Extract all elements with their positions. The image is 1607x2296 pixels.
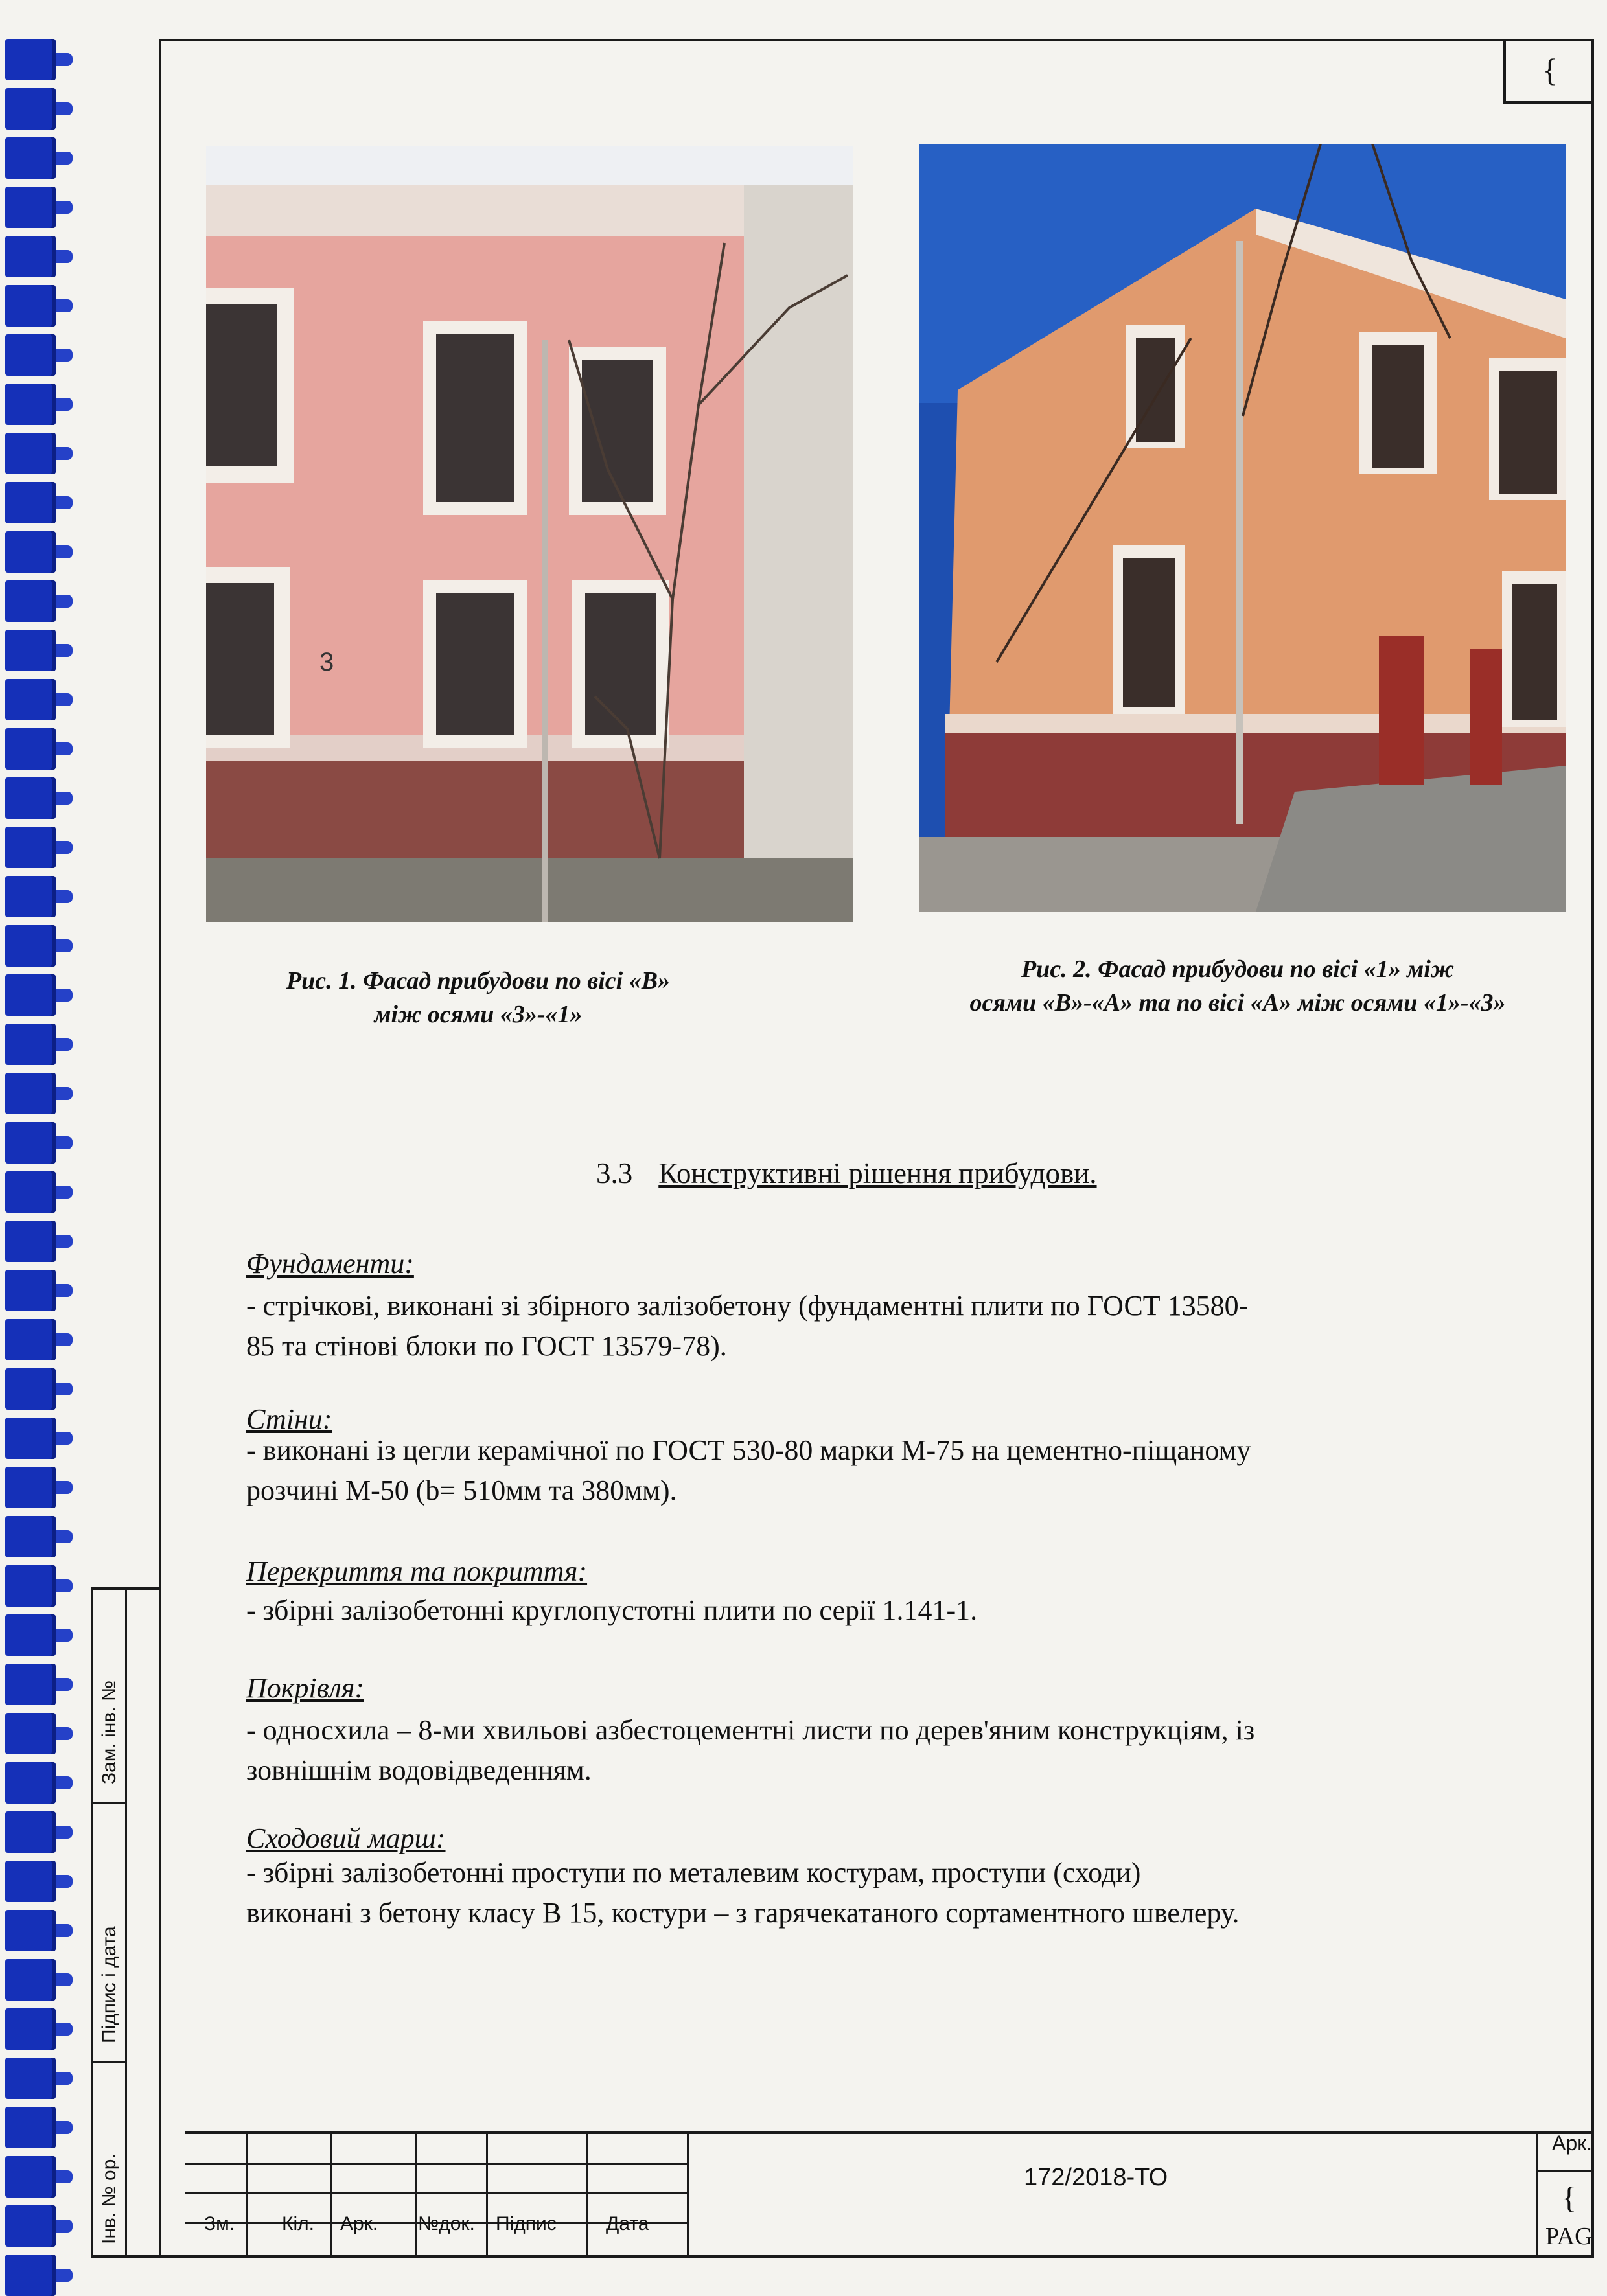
binding-ring xyxy=(5,2255,56,2296)
heading-walls: Стіни: xyxy=(246,1403,332,1435)
text-line: - збірні залізобетонні проступи по металевим костурам, проступи (сходи) xyxy=(246,1857,1141,1888)
sheet-label: Арк. xyxy=(1552,2131,1593,2155)
figure-1-caption xyxy=(206,964,750,1031)
text-line: виконані з бетону класу В 15, костури – з гарячекатаного сортаментного швелеру. xyxy=(246,1897,1240,1929)
binding-ring xyxy=(5,2205,56,2247)
binding-ring xyxy=(5,433,56,474)
binding-ring xyxy=(5,580,56,622)
text-line: - стрічкові, виконані зі збірного залізобетону (фундаментні плити по ГОСТ 13580- xyxy=(246,1290,1249,1322)
binding-ring xyxy=(5,876,56,917)
binding-ring xyxy=(5,1959,56,2001)
text-foundations xyxy=(246,1286,1594,1366)
binding-ring xyxy=(5,1910,56,1951)
text-line: 85 та стінові блоки по ГОСТ 13579-78). xyxy=(246,1330,727,1362)
binding-ring xyxy=(5,827,56,868)
binding-ring xyxy=(5,777,56,819)
text-slabs xyxy=(246,1590,1594,1631)
binding-ring xyxy=(5,334,56,376)
text-roof xyxy=(246,1710,1594,1791)
binding-ring xyxy=(5,1467,56,1508)
binding-ring xyxy=(5,482,56,523)
figure-1-caption-line1: Рис. 1. Фасад прибудови по вісі «В» xyxy=(286,967,671,994)
side-label-signature-date: Підпис і дата xyxy=(98,1926,120,2043)
binding-ring xyxy=(5,1418,56,1459)
binding-ring xyxy=(5,1122,56,1164)
binding-ring xyxy=(5,1516,56,1557)
sheet-divider xyxy=(1536,2170,1594,2172)
text-line: розчині М-50 (b= 510мм та 380мм). xyxy=(246,1475,677,1506)
wall-axis-mark: 3 xyxy=(319,648,334,676)
text-line: - виконані із цегли керамічної по ГОСТ 530-80 марки М-75 на цементно-піщаному xyxy=(246,1434,1251,1466)
binding-ring xyxy=(5,1073,56,1114)
binding-ring xyxy=(5,285,56,327)
binding-ring xyxy=(5,1664,56,1705)
stamp-col-date: Дата xyxy=(606,2213,649,2234)
binding-ring xyxy=(5,728,56,770)
sheet-value: { xyxy=(1562,2181,1577,2215)
document-number: 172/2018-ТО xyxy=(1024,2164,1168,2191)
binding-ring xyxy=(5,1811,56,1853)
heading-stairs: Сходовий марш: xyxy=(246,1822,446,1854)
binding-ring xyxy=(5,630,56,671)
heading-slabs: Перекриття та покриття: xyxy=(246,1556,588,1587)
heading-roof: Покрівля: xyxy=(246,1672,364,1704)
binding-ring xyxy=(5,137,56,179)
heading-foundations: Фундаменти: xyxy=(246,1248,414,1280)
section-number: 3.3 xyxy=(596,1157,633,1189)
text-walls xyxy=(246,1430,1594,1511)
stamp-col-qty: Кіл. xyxy=(282,2213,314,2234)
figure-1-caption-line2: між осями «3»-«1» xyxy=(374,1001,583,1028)
binding-ring xyxy=(5,1368,56,1410)
binding-ring xyxy=(5,1614,56,1656)
stamp-col-change: Зм. xyxy=(204,2213,235,2234)
corner-mark: { xyxy=(1503,39,1594,104)
text-line: - односхила – 8-ми хвильові азбестоцементні листи по дерев'яним конструкціям, із xyxy=(246,1714,1255,1746)
section-title-text: Конструктивні рішення прибудови. xyxy=(658,1157,1097,1189)
binding-ring xyxy=(5,1713,56,1754)
figure-2-caption-line2: осями «В»-«А» та по вісі «А» між осями «1»-«3» xyxy=(969,989,1506,1016)
stamp-col-signature: Підпис xyxy=(496,2213,557,2234)
binding-ring xyxy=(5,679,56,720)
figure-2-caption xyxy=(868,952,1607,1020)
side-label-original-inv: Інв. № ор. xyxy=(98,2153,120,2244)
binding-ring xyxy=(5,187,56,228)
text-stairs xyxy=(246,1853,1594,1933)
binding-ring xyxy=(5,1762,56,1804)
binding-ring xyxy=(5,384,56,425)
spiral-binding xyxy=(0,0,71,2272)
binding-ring xyxy=(5,531,56,573)
binding-ring xyxy=(5,1270,56,1311)
binding-ring xyxy=(5,2058,56,2099)
title-block xyxy=(185,2131,1594,2258)
binding-ring xyxy=(5,1319,56,1360)
section-title xyxy=(596,1156,1097,1190)
binding-ring xyxy=(5,974,56,1016)
text-line: - збірні залізобетонні круглопустотні плити по серії 1.141-1. xyxy=(246,1594,978,1626)
binding-ring xyxy=(5,2008,56,2050)
binding-ring xyxy=(5,1171,56,1213)
binding-ring xyxy=(5,88,56,130)
binding-ring xyxy=(5,925,56,967)
binding-ring xyxy=(5,2156,56,2198)
binding-ring xyxy=(5,39,56,80)
binding-ring xyxy=(5,1024,56,1065)
binding-ring xyxy=(5,236,56,277)
binding-ring xyxy=(5,1861,56,1902)
figure-2-caption-line1: Рис. 2. Фасад прибудови по вісі «1» між xyxy=(1021,956,1455,983)
page-mark: PAG xyxy=(1545,2223,1593,2250)
binding-ring xyxy=(5,1221,56,1262)
binding-ring xyxy=(5,2107,56,2148)
stamp-col-docnum: №док. xyxy=(418,2213,475,2234)
side-stamp xyxy=(91,1587,159,2258)
facade-photo-2 xyxy=(919,144,1566,912)
stamp-col-sheet: Арк. xyxy=(340,2213,378,2234)
facade-photo-1 xyxy=(206,146,853,922)
text-line: зовнішнім водовідведенням. xyxy=(246,1754,592,1786)
binding-ring xyxy=(5,1565,56,1607)
side-label-replaced-inv: Зам. інв. № xyxy=(98,1680,120,1784)
